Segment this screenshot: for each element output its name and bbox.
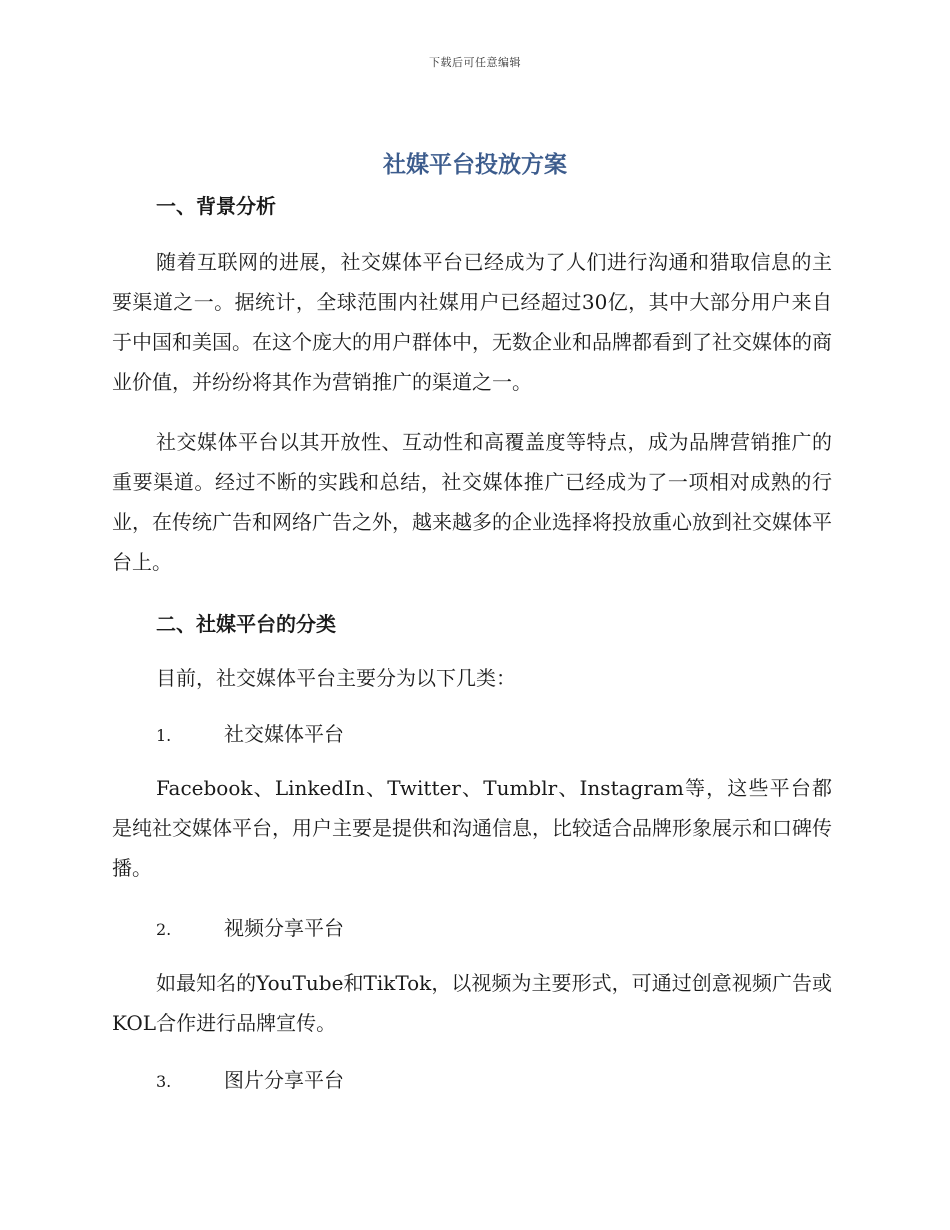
paragraph: Facebook、LinkedIn、Twitter、Tumblr、Instagram等，这些平台都是纯社交媒体平台，用户主要是提供和沟通信息，比较适合品牌形象展示和口碑传播。 bbox=[112, 776, 832, 880]
list-item-description bbox=[112, 768, 832, 888]
list-number: 1. bbox=[156, 726, 172, 745]
list-label: 视频分享平台 bbox=[224, 916, 344, 940]
paragraph: 目前，社交媒体平台主要分为以下几类： bbox=[156, 666, 516, 690]
paragraph: 随着互联网的进展，社交媒体平台已经成为了人们进行沟通和猎取信息的主要渠道之一。据统计，全球范围内社媒用户已经超过30亿，其中大部分用户来自于中国和美国。在这个庞大的用户群体中，无数企业和品牌都看到了社交媒体的商业价值，并纷纷将其作为营销推广的渠道之一。 bbox=[112, 250, 832, 394]
page-header: 下载后可任意编辑 bbox=[429, 56, 521, 69]
section-body-background bbox=[112, 242, 832, 402]
paragraph: 如最知名的YouTube和TikTok，以视频为主要形式，可通过创意视频广告或KOL合作进行品牌宣传。 bbox=[112, 971, 832, 1035]
section-heading-categories: 二、社媒平台的分类 bbox=[156, 612, 336, 636]
list-item bbox=[156, 719, 344, 751]
document-title: 社媒平台投放方案 bbox=[383, 152, 567, 178]
list-number: 3. bbox=[156, 1072, 172, 1091]
section-heading-background: 一、背景分析 bbox=[156, 194, 276, 218]
categories-intro-block bbox=[112, 658, 832, 698]
list-label: 社交媒体平台 bbox=[224, 722, 344, 746]
paragraph: 社交媒体平台以其开放性、互动性和高覆盖度等特点，成为品牌营销推广的重要渠道。经过不断的实践和总结，社交媒体推广已经成为了一项相对成熟的行业，在传统广告和网络广告之外，越来越多的企业选择将投放重心放到社交媒体平台上。 bbox=[112, 430, 832, 574]
list-item bbox=[156, 913, 344, 945]
list-item bbox=[156, 1065, 344, 1097]
section-body-background-2 bbox=[112, 422, 832, 582]
list-number: 2. bbox=[156, 920, 172, 939]
list-label: 图片分享平台 bbox=[224, 1068, 344, 1092]
list-item-description bbox=[112, 963, 832, 1043]
